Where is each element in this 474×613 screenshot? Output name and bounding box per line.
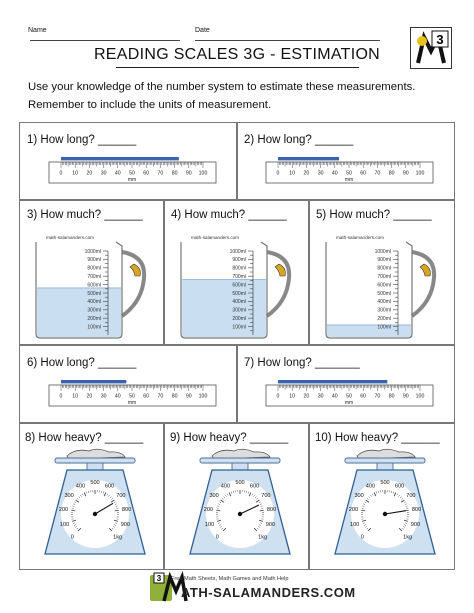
dial-label: 900 [120,521,131,528]
scale-pan [345,458,425,463]
jug-scale-label: 400ml [232,299,246,306]
ruler-tick-label: 90 [185,393,192,400]
name-label: Name [28,27,47,34]
ruler-unit-label: mm [344,177,354,183]
jug-scale-label: 200ml [232,316,246,322]
ruler-tick-label: 60 [143,170,150,177]
measured-line [61,380,126,383]
jug-scale-label: 800ml [87,265,101,272]
ruler-tick-label: 80 [171,170,178,177]
jug-handle-grip [130,264,140,276]
jug-scale-label: 1000ml [229,248,246,255]
ruler-tick-label: 80 [388,393,395,400]
dial-label: 1kg [258,534,268,541]
scale-stem [232,463,248,470]
ruler-tick-label: 80 [388,170,395,177]
jug-scale-label: 600ml [232,282,246,289]
ruler-tick-label: 10 [289,170,296,177]
jug-scale-label: 800ml [232,265,246,272]
ruler-tick-label: 100 [198,170,208,177]
instruction-line-1: Use your knowledge of the number system to estimate these measurements. [28,81,416,93]
dial-label: 400 [75,483,86,490]
ruler-tick-label: 90 [402,170,409,177]
measured-line [278,380,387,383]
jug-scale-label: 900ml [232,257,246,264]
page-title: READING SCALES 3G - ESTIMATION [93,46,381,63]
footer-grade-badge: 3 [156,574,162,583]
ruler-unit-label: mm [127,400,137,406]
dial-label: 500 [380,480,390,486]
scale-pan [200,458,280,463]
jug-scale-label: 500ml [377,290,391,297]
ruler-tick-label: 10 [289,393,296,400]
dial-label: 1kg [403,534,413,541]
footer-tagline: Free Math Sheets, Math Games and Math Help [171,576,289,582]
ruler-unit-label: mm [127,177,137,183]
ruler-tick-label: 30 [100,170,107,177]
ruler-tick-label: 40 [331,393,338,400]
jug-scale-label: 400ml [87,299,101,306]
ruler-tick-label: 70 [374,393,381,400]
dial-label: 100 [204,521,215,528]
date-label: Date [195,27,210,34]
question-10: 10) How heavy? ______ [315,432,440,444]
scale-load [357,449,415,459]
scale-load [67,449,125,459]
ruler-tick-label: 60 [360,393,367,400]
ruler-tick-label: 50 [129,393,135,400]
weighing-scale-q10 [327,448,442,558]
dial-label: 500 [235,480,245,486]
jug-brand-label: math-salamanders.com [46,235,94,240]
ruler-tick-label: 90 [402,393,409,400]
jug-scale-label: 200ml [377,316,391,322]
jug-scale-label: 100ml [87,324,101,331]
jug-handle-grip [420,264,430,276]
ruler-tick-label: 60 [360,170,367,177]
dial-label: 800 [266,506,277,513]
ruler-tick-label: 30 [317,393,324,400]
ruler-tick-label: 0 [59,393,63,400]
ruler-q2 [265,155,435,189]
ruler-tick-label: 30 [100,393,107,400]
water-fill [182,280,266,337]
jug-scale-label: 300ml [232,307,246,314]
dial-label: 300 [64,493,74,500]
dial-label: 900 [265,521,276,528]
question-4: 4) How much? ______ [171,209,287,221]
scale-pan [55,458,135,463]
jug-scale-label: 600ml [87,282,101,289]
dial-label: 300 [209,493,219,500]
dial-pivot [93,512,97,516]
ruler-tick-label: 50 [346,170,352,177]
jug-scale-label: 1000ml [374,248,391,255]
ruler-tick-label: 50 [346,393,352,400]
ruler-unit-label: mm [344,400,354,406]
ruler-tick-label: 90 [185,170,192,177]
ruler-tick-label: 0 [59,170,63,177]
dial-label: 200 [348,506,359,513]
jug-scale-label: 200ml [87,316,101,322]
ruler-tick-label: 20 [303,170,310,177]
dial-label: 800 [121,506,132,513]
jug-scale-label: 500ml [87,290,101,297]
dial-label: 800 [411,506,422,513]
date-line [195,40,380,41]
question-3: 3) How much? ______ [27,209,143,221]
dial-label: 500 [90,480,100,486]
ruler-tick-label: 70 [157,170,164,177]
jug-scale-label: 100ml [232,324,246,331]
jug-scale-label: 300ml [377,307,391,314]
ruler-tick-label: 100 [415,170,425,177]
ruler-tick-label: 80 [171,393,178,400]
ruler-tick-label: 100 [198,393,208,400]
measured-line [61,157,179,160]
ruler-tick-label: 70 [157,393,164,400]
jug-q3 [34,232,159,342]
dial-pivot [238,512,242,516]
jug-scale-label: 700ml [377,274,391,280]
ruler-tick-label: 70 [374,170,381,177]
jug-scale-label: 1000ml [84,248,101,255]
scale-stem [377,463,393,470]
dial-label: 0 [360,534,364,541]
dial-label: 600 [249,483,260,490]
jug-scale-label: 900ml [377,257,391,264]
dial-label: 600 [104,483,115,490]
jug-scale-label: 100ml [377,324,391,331]
question-6: 6) How long? ______ [27,357,137,369]
jug-brand-label: math-salamanders.com [191,235,239,240]
title-underline [116,67,359,68]
measured-line [278,157,339,160]
jug-scale-label: 700ml [87,274,101,280]
grade-badge: 3 [436,32,444,47]
dial-label: 0 [70,534,74,541]
dial-label: 1kg [113,534,123,541]
jug-scale-label: 900ml [87,257,101,264]
ruler-tick-label: 20 [303,393,310,400]
dial-label: 100 [59,521,70,528]
ruler-tick-label: 20 [86,170,93,177]
jug-scale-label: 700ml [232,274,246,280]
jug-handle [412,252,434,316]
jug-scale-label: 500ml [232,290,246,297]
ruler-tick-label: 40 [114,393,121,400]
scale-load [212,449,270,459]
dial-label: 400 [220,483,231,490]
dial-label: 700 [261,493,271,500]
jug-scale-label: 400ml [377,299,391,306]
question-8: 8) How heavy? ______ [25,432,144,444]
dial-label: 200 [58,506,69,513]
question-9: 9) How heavy? ______ [170,432,289,444]
ruler-tick-label: 0 [276,170,280,177]
ruler-tick-label: 20 [86,393,93,400]
instruction-line-2: Remember to include the units of measurement. [28,99,272,111]
question-5: 5) How much? ______ [316,209,432,221]
ruler-q7 [265,378,435,412]
water-fill [37,288,121,337]
ruler-tick-label: 50 [129,170,135,177]
jug-handle [122,252,144,316]
jug-handle-grip [275,264,285,276]
ruler-tick-label: 40 [114,170,121,177]
jug-scale-label: 800ml [377,265,391,272]
ruler-q1 [48,155,218,189]
jug-outline [326,242,412,338]
jug-q5 [324,232,449,342]
name-line [30,40,180,41]
question-7: 7) How long? _______ [244,357,360,369]
ruler-tick-label: 30 [317,170,324,177]
dial-label: 600 [394,483,405,490]
jug-scale-label: 300ml [87,307,101,314]
ruler-tick-label: 10 [72,170,79,177]
dial-label: 0 [215,534,219,541]
dial-label: 100 [349,521,360,528]
footer-url: ATH-SALAMANDERS.COM [181,585,356,600]
dial-label: 400 [365,483,376,490]
dial-label: 200 [203,506,214,513]
ruler-q6 [48,378,218,412]
weighing-scale-q8 [37,448,152,558]
ruler-tick-label: 60 [143,393,150,400]
question-2: 2) How long? ______ [244,134,354,146]
weighing-scale-q9 [182,448,297,558]
water-fill [327,325,411,337]
ruler-tick-label: 0 [276,393,280,400]
ruler-tick-label: 40 [331,170,338,177]
jug-handle [267,252,289,316]
dial-label: 700 [406,493,416,500]
dial-label: 300 [354,493,364,500]
ruler-tick-label: 100 [415,393,425,400]
jug-brand-label: math-salamanders.com [336,235,384,240]
jug-q4 [179,232,304,342]
ruler-tick-label: 10 [72,393,79,400]
dial-label: 900 [410,521,421,528]
dial-label: 700 [116,493,126,500]
question-1: 1) How long? ______ [27,134,137,146]
dial-pivot [383,512,387,516]
jug-scale-label: 600ml [377,282,391,289]
scale-stem [87,463,103,470]
